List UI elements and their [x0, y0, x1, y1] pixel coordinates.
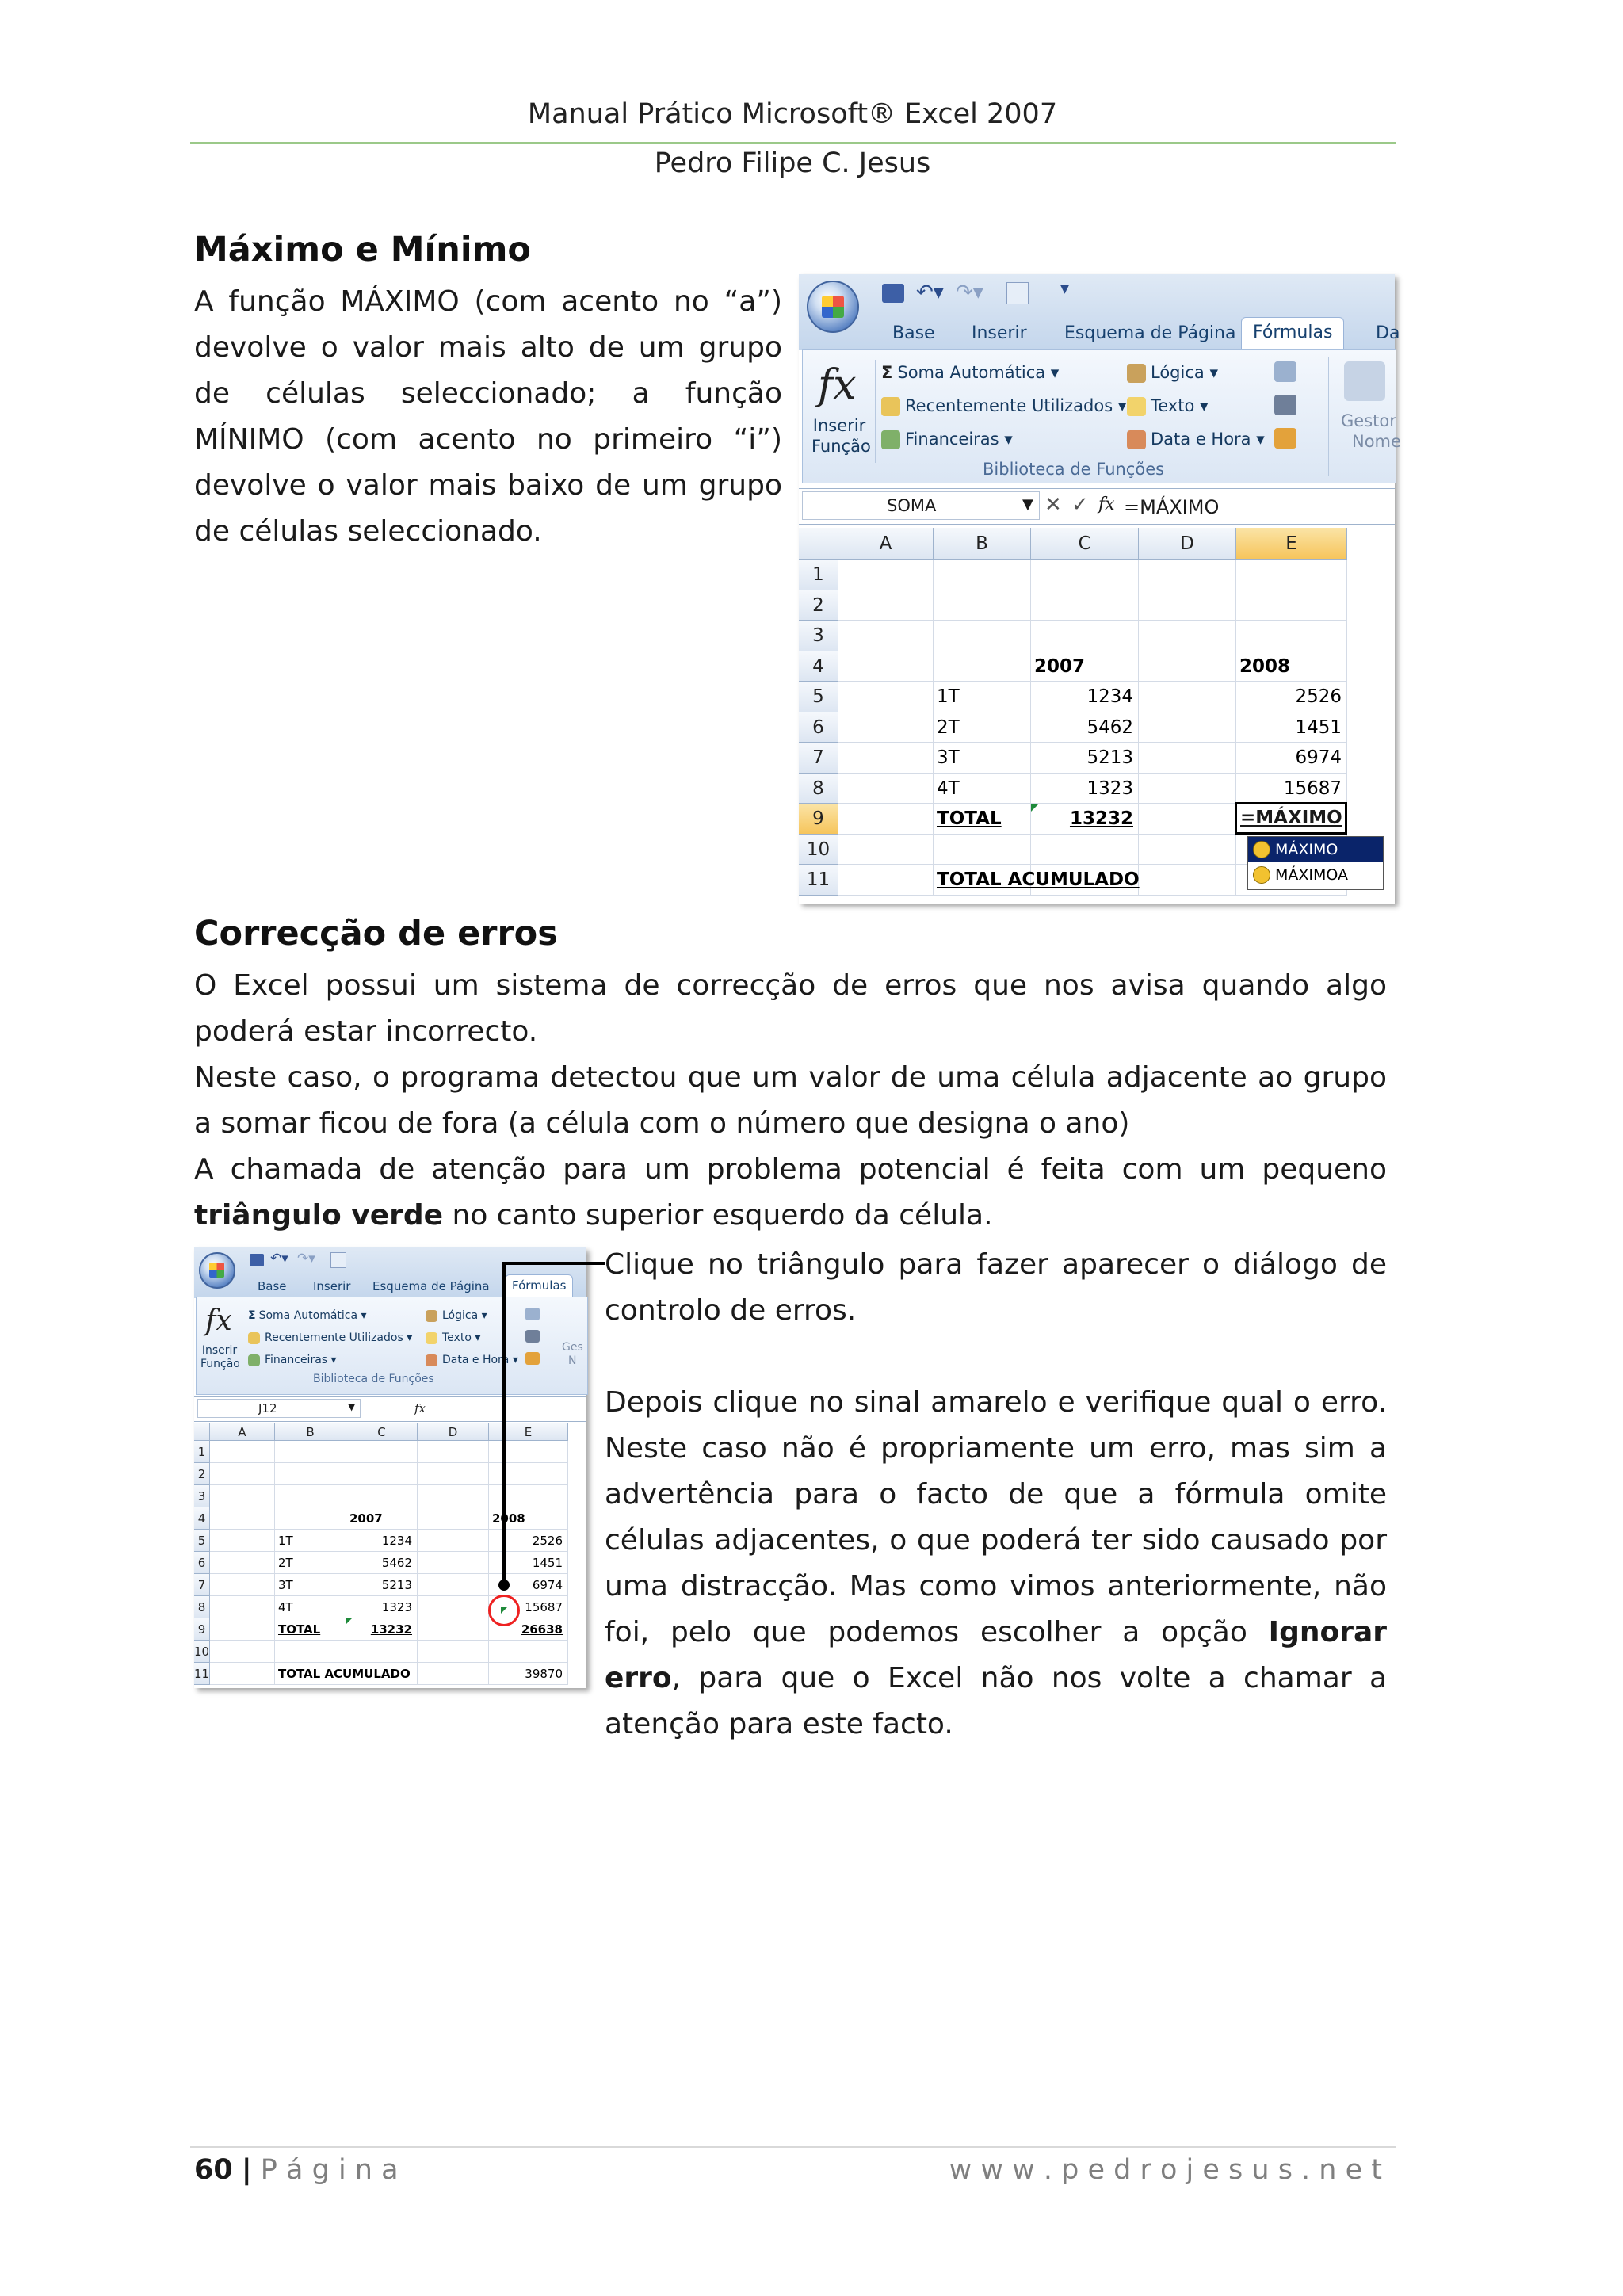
cell-value[interactable]: 15687	[1283, 777, 1342, 799]
section-body-correcao-side	[605, 1242, 1387, 1748]
row-header-11[interactable]: 11	[194, 1663, 210, 1685]
cell-total-acumulado[interactable]: TOTAL ACUMULADO	[278, 1667, 411, 1681]
row-header-1[interactable]: 1	[799, 560, 838, 590]
paragraph: Depois clique no sinal amarelo e verifique qual o erro. Neste caso não é propriamente um erro, mas sim a advertência para o facto de que a fórmula omite células adjacentes, o que poderá ter sido causado por uma distracção. Mas como vimos anteriormente, não foi, pelo que podemos escolher a opção Ignorar erro, para que o Excel não nos volte a chamar a atenção para este facto.	[605, 1386, 1387, 1740]
column-header-e[interactable]: E	[489, 1423, 568, 1441]
cell[interactable]	[934, 651, 1031, 682]
cell[interactable]	[210, 1663, 275, 1685]
cell[interactable]	[838, 835, 934, 865]
row-header-2[interactable]: 2	[194, 1463, 210, 1485]
row-header-8[interactable]: 8	[799, 774, 838, 804]
section-title-correcao: Correcção de erros	[194, 914, 558, 953]
ribbon-soma-automatica[interactable]: Σ Soma Automática ▾	[881, 363, 1060, 382]
select-all-corner[interactable]	[194, 1423, 210, 1441]
paragraph: Clique no triângulo para fazer aparecer o diálogo de controlo de erros.	[605, 1248, 1387, 1327]
cell[interactable]	[418, 1663, 489, 1685]
cell[interactable]	[1139, 560, 1236, 590]
cell-total-acumulado[interactable]: TOTAL ACUMULADO	[937, 869, 1140, 890]
calendar-icon	[1127, 430, 1146, 449]
cell[interactable]	[346, 1641, 418, 1663]
cell[interactable]	[838, 712, 934, 743]
row-header-1[interactable]: 1	[194, 1441, 210, 1463]
ribbon-financeiras[interactable]: Financeiras ▾	[248, 1354, 337, 1366]
paragraph: Neste caso, o programa detectou que um valor de uma célula adjacente ao grupo a somar ficou de fora (a célula com o número que designa o ano)	[194, 1061, 1387, 1140]
row-header-7[interactable]: 7	[799, 743, 838, 774]
column-header-e[interactable]: E	[1236, 528, 1347, 560]
redo-icon[interactable]: ↷▾	[297, 1251, 315, 1266]
error-indicator-icon[interactable]	[346, 1618, 352, 1624]
cell[interactable]	[1236, 560, 1347, 590]
cell[interactable]	[346, 1441, 418, 1463]
cell-value[interactable]: 5462	[1086, 716, 1133, 738]
tab-formulas[interactable]: Fórmulas	[1241, 317, 1344, 349]
cell-value[interactable]: 5462	[381, 1556, 412, 1570]
insert-function-icon[interactable]: fx	[818, 361, 857, 409]
star-icon	[881, 397, 900, 416]
ribbon-financeiras[interactable]: Financeiras ▾	[881, 430, 1013, 449]
cell[interactable]	[838, 774, 934, 804]
column-header-b[interactable]: B	[934, 528, 1031, 560]
cell[interactable]	[838, 804, 934, 835]
cell[interactable]	[1139, 865, 1236, 896]
insert-function-icon[interactable]: fx	[205, 1305, 232, 1337]
ribbon-soma-automatica[interactable]: Σ Soma Automática ▾	[248, 1309, 367, 1322]
cell-value[interactable]: 2526	[1295, 686, 1342, 707]
cell-quarter[interactable]: 2T	[278, 1556, 293, 1570]
row-header-9[interactable]: 9	[799, 804, 838, 835]
save-icon[interactable]	[250, 1254, 264, 1266]
cell[interactable]	[1236, 621, 1347, 651]
cell[interactable]	[838, 590, 934, 621]
text-icon	[1127, 397, 1146, 416]
name-box[interactable]: J12	[197, 1399, 361, 1418]
autocomplete-item[interactable]: MÁXIMOA	[1248, 862, 1383, 888]
function-icon	[1253, 841, 1270, 858]
ribbon-logica[interactable]: Lógica ▾	[426, 1309, 487, 1322]
tab-esquema-pagina[interactable]: Esquema de Página	[1064, 323, 1236, 343]
print-preview-icon[interactable]	[330, 1252, 346, 1268]
row-header-2[interactable]: 2	[799, 590, 838, 621]
cell[interactable]	[275, 1441, 346, 1463]
sigma-icon: Σ	[881, 363, 893, 382]
cell[interactable]	[418, 1641, 489, 1663]
tab-base[interactable]: Base	[258, 1279, 287, 1293]
cell-value[interactable]: 1451	[532, 1556, 563, 1570]
autocomplete-item[interactable]: MÁXIMO	[1248, 837, 1383, 862]
cell[interactable]	[210, 1530, 275, 1552]
book-icon	[881, 430, 900, 449]
name-box[interactable]: SOMA	[802, 491, 1040, 520]
office-button-icon[interactable]	[199, 1252, 235, 1289]
cell-value[interactable]: 1323	[1086, 777, 1133, 799]
tab-base[interactable]: Base	[892, 323, 935, 343]
cell-total-2008[interactable]: 26638	[521, 1622, 563, 1637]
cell[interactable]	[838, 682, 934, 712]
cell-value[interactable]: 6974	[532, 1578, 563, 1592]
cell[interactable]	[275, 1507, 346, 1530]
book-icon	[248, 1354, 260, 1366]
cell[interactable]	[1139, 804, 1236, 835]
column-header-d[interactable]: D	[1139, 528, 1236, 560]
row-header-4[interactable]: 4	[799, 651, 838, 682]
row-header-7[interactable]: 7	[194, 1574, 210, 1596]
cell[interactable]	[838, 621, 934, 651]
ribbon-texto[interactable]: Texto ▾	[426, 1331, 480, 1344]
office-button-icon[interactable]	[807, 281, 859, 333]
cell-value[interactable]: 5213	[1086, 747, 1133, 768]
tab-inserir[interactable]: Inserir	[313, 1279, 351, 1293]
ribbon-group-label: Biblioteca de Funções	[313, 1373, 434, 1385]
row-header-5[interactable]: 5	[799, 682, 838, 712]
cell-quarter[interactable]: 3T	[278, 1578, 293, 1592]
cell-year-2007[interactable]: 2007	[349, 1511, 383, 1526]
ribbon-recentemente-utilizados[interactable]: Recentemente Utilizados ▾	[248, 1331, 412, 1344]
chevron-down-icon[interactable]: ▼	[348, 1401, 356, 1412]
cell[interactable]	[210, 1641, 275, 1663]
save-icon[interactable]	[882, 284, 904, 303]
row-header-6[interactable]: 6	[194, 1552, 210, 1574]
cell[interactable]	[346, 1485, 418, 1507]
cell-value[interactable]: 1234	[381, 1534, 412, 1548]
formula-input[interactable]: =MÁXIMO	[1124, 496, 1220, 518]
lookup-icon[interactable]	[1274, 361, 1296, 382]
cell[interactable]	[1031, 621, 1139, 651]
insert-function-button[interactable]: Inserir Função	[200, 1344, 240, 1370]
cell-total-label[interactable]: TOTAL	[278, 1622, 321, 1637]
cell[interactable]	[210, 1574, 275, 1596]
undo-icon[interactable]: ↶▾	[916, 281, 944, 304]
tab-esquema-pagina[interactable]: Esquema de Página	[372, 1279, 490, 1293]
section-body-max-min	[194, 279, 782, 555]
cell-total-acumulado-value[interactable]: 39870	[525, 1667, 563, 1681]
cell-year-2008[interactable]: 2008	[1239, 655, 1291, 677]
print-preview-icon[interactable]	[1006, 282, 1029, 304]
name-manager-button[interactable]: Gestor Nome	[1341, 411, 1401, 451]
ribbon-data-hora[interactable]: Data e Hora ▾	[426, 1354, 518, 1366]
cell-quarter[interactable]: 1T	[278, 1534, 293, 1548]
more-functions-icon[interactable]	[1274, 428, 1296, 449]
ribbon-recentemente-utilizados[interactable]: Recentemente Utilizados ▾	[881, 396, 1126, 416]
row-header-5[interactable]: 5	[194, 1530, 210, 1552]
tab-dados[interactable]: Da	[1376, 323, 1400, 343]
column-header-c[interactable]: C	[346, 1423, 418, 1441]
cell-quarter[interactable]: 4T	[278, 1600, 293, 1614]
error-indicator-icon[interactable]	[1031, 804, 1039, 812]
footer-site: w w w . p e d r o j e s u s . n e t	[949, 2154, 1382, 2186]
cell[interactable]	[210, 1507, 275, 1530]
column-header-d[interactable]: D	[418, 1423, 489, 1441]
cell[interactable]	[210, 1463, 275, 1485]
cell[interactable]	[1139, 651, 1236, 682]
row-header-3[interactable]: 3	[799, 621, 838, 651]
cell-quarter[interactable]: 3T	[937, 747, 960, 768]
cell-quarter[interactable]: 4T	[937, 777, 960, 799]
cell[interactable]	[210, 1618, 275, 1641]
callout-line	[475, 1252, 610, 1633]
fx-icon[interactable]: fx	[414, 1401, 426, 1415]
undo-icon[interactable]: ↶▾	[270, 1251, 288, 1266]
cell[interactable]	[838, 560, 934, 590]
paragraph: O Excel possui um sistema de correcção de erros que nos avisa quando algo poderá estar incorrecto.	[194, 969, 1387, 1048]
cell[interactable]	[210, 1485, 275, 1507]
book-icon	[426, 1310, 437, 1322]
function-icon	[1253, 866, 1270, 884]
cell-total-2007[interactable]: 13232	[1069, 808, 1133, 829]
cell-value[interactable]: 1323	[381, 1600, 412, 1614]
math-icon[interactable]	[1274, 395, 1296, 415]
column-header-c[interactable]: C	[1031, 528, 1139, 560]
select-all-corner[interactable]	[799, 528, 838, 560]
insert-function-button[interactable]: Inserir Função	[812, 416, 871, 456]
section-body-correcao	[194, 963, 1387, 1239]
header-rule	[190, 142, 1396, 144]
book-icon	[1127, 364, 1146, 383]
paragraph: A chamada de atenção para um problema potencial é feita com um pequeno triângulo verde no canto superior esquerdo da célula.	[194, 1153, 1387, 1232]
cell-year-2007[interactable]: 2007	[1034, 655, 1086, 677]
ribbon-texto[interactable]: Texto ▾	[1127, 396, 1209, 416]
calendar-icon	[426, 1354, 437, 1366]
header-author: Pedro Filipe C. Jesus	[654, 147, 931, 179]
cell-year-2008[interactable]: 2008	[492, 1511, 525, 1526]
section-title-max-min: Máximo e Mínimo	[194, 230, 531, 269]
cell-quarter[interactable]: 2T	[937, 716, 960, 738]
ribbon-data-hora[interactable]: Data e Hora ▾	[1127, 430, 1265, 449]
cell[interactable]	[275, 1485, 346, 1507]
row-header-10[interactable]: 10	[194, 1641, 210, 1663]
cell[interactable]	[210, 1441, 275, 1463]
cell-value[interactable]: 5213	[381, 1578, 412, 1592]
cell[interactable]	[1031, 590, 1139, 621]
enter-icon[interactable]: ✓	[1071, 493, 1089, 517]
cell[interactable]	[934, 560, 1031, 590]
text-icon	[426, 1332, 437, 1344]
cell[interactable]	[1139, 590, 1236, 621]
autocomplete-list	[1247, 836, 1384, 890]
cell[interactable]	[934, 835, 1031, 865]
star-icon	[248, 1332, 260, 1344]
header-title: Manual Prático Microsoft® Excel 2007	[527, 98, 1058, 130]
column-header-a[interactable]: A	[210, 1423, 275, 1441]
cell-total-label[interactable]: TOTAL	[937, 808, 1002, 829]
cell[interactable]	[1031, 835, 1139, 865]
row-header-3[interactable]: 3	[194, 1485, 210, 1507]
sigma-icon: Σ	[248, 1309, 256, 1322]
cell[interactable]	[934, 590, 1031, 621]
name-manager-icon[interactable]	[1344, 361, 1385, 401]
cell[interactable]	[1139, 835, 1236, 865]
cell-value[interactable]: 2526	[532, 1534, 563, 1548]
row-header-9[interactable]: 9	[194, 1618, 210, 1641]
cell-total-2007[interactable]: 13232	[370, 1622, 412, 1637]
active-cell-editor[interactable]: =MÁXIMO	[1235, 802, 1347, 835]
ribbon-group-label: Biblioteca de Funções	[983, 460, 1165, 479]
tab-formulas[interactable]: Fórmulas	[505, 1274, 573, 1297]
cell-value[interactable]: 6974	[1295, 747, 1342, 768]
cell[interactable]	[1139, 743, 1236, 774]
footer-page: 60 | P á g i n a	[194, 2154, 399, 2186]
row-header-6[interactable]: 6	[799, 712, 838, 743]
spreadsheet-grid	[799, 528, 1395, 904]
cell-quarter[interactable]: 1T	[937, 686, 960, 707]
cell[interactable]	[1139, 682, 1236, 712]
cell[interactable]	[210, 1596, 275, 1618]
cell[interactable]	[1139, 774, 1236, 804]
row-header-11[interactable]: 11	[799, 865, 838, 896]
redo-icon[interactable]: ↷▾	[956, 281, 983, 304]
cell[interactable]	[210, 1552, 275, 1574]
cell[interactable]	[1236, 590, 1347, 621]
row-header-8[interactable]: 8	[194, 1596, 210, 1618]
chevron-down-icon[interactable]: ▼	[1022, 496, 1033, 513]
cell[interactable]	[838, 865, 934, 896]
cell[interactable]	[275, 1463, 346, 1485]
cell[interactable]	[1031, 560, 1139, 590]
cell[interactable]	[1139, 712, 1236, 743]
row-header-4[interactable]: 4	[194, 1507, 210, 1530]
cell[interactable]	[838, 743, 934, 774]
cell-value[interactable]: 1234	[1086, 686, 1133, 707]
cell-value[interactable]: 15687	[525, 1600, 563, 1614]
cell[interactable]	[1139, 621, 1236, 651]
footer-rule	[190, 2146, 1396, 2148]
ribbon-logica[interactable]: Lógica ▾	[1127, 363, 1218, 383]
row-header-10[interactable]: 10	[799, 835, 838, 865]
cell[interactable]	[346, 1463, 418, 1485]
customize-toolbar-icon[interactable]: ▾	[1060, 279, 1070, 299]
cell[interactable]	[275, 1641, 346, 1663]
paragraph: A função MÁXIMO (com acento no “a”) devolve o valor mais alto de um grupo de células seleccionado; a função MÍNIMO (com acento no primeiro “i”) devolve o valor mais baixo de um grupo de células seleccionado.	[194, 285, 782, 548]
column-header-a[interactable]: A	[838, 528, 934, 560]
error-triangle-icon[interactable]	[501, 1607, 507, 1614]
cell-value[interactable]: 1451	[1295, 716, 1342, 738]
cell[interactable]	[838, 651, 934, 682]
cancel-icon[interactable]: ✕	[1044, 493, 1062, 517]
name-manager-button[interactable]: Ges N	[562, 1341, 583, 1367]
fx-icon[interactable]: fx	[1098, 495, 1115, 514]
tab-inserir[interactable]: Inserir	[972, 323, 1027, 343]
excel-screenshot-max	[799, 274, 1401, 904]
column-header-b[interactable]: B	[275, 1423, 346, 1441]
cell[interactable]	[934, 621, 1031, 651]
cell[interactable]	[489, 1641, 568, 1663]
